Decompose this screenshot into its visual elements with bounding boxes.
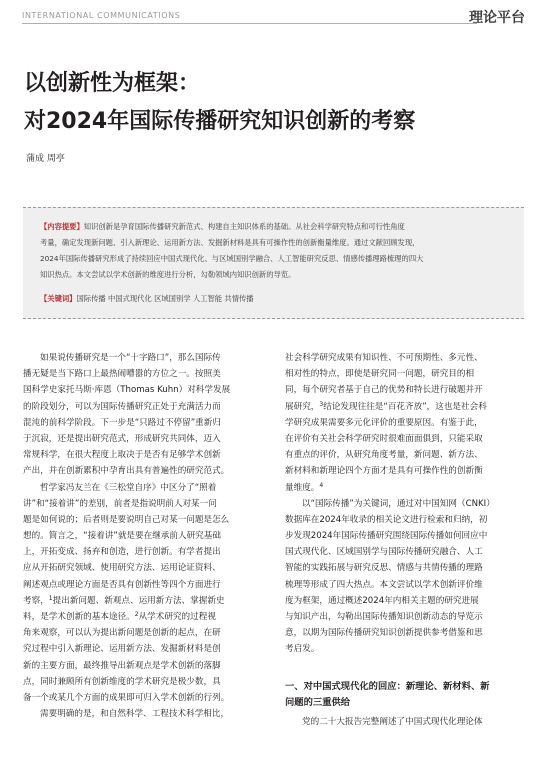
header-rule xyxy=(22,23,477,24)
body-line: 以“国际传播”为关键词，通过对中国知网（CNKI） xyxy=(302,498,495,509)
page-header xyxy=(22,7,525,31)
keywords-label: 【关键词】 xyxy=(40,294,77,303)
footnote-ref[interactable]: 4 xyxy=(319,481,324,489)
body-line: 相对性的特点，即使是研究同一问题，研究目的相 xyxy=(285,369,475,380)
body-line: 步发现2024年国际传播研究围绕国际传播如何回应中 xyxy=(285,531,488,542)
body-line: 党的二十大报告完整阐述了中国式现代化理论体 xyxy=(302,716,483,727)
body-text: 考察， xyxy=(23,595,49,606)
body-line: 社会科学研究成果有知识性、不可预期性、多元性、 xyxy=(285,353,483,363)
section-name: 理论平台 xyxy=(469,10,525,26)
footnote-ref[interactable]: 3 xyxy=(319,400,324,408)
body-line: 常规科学，在很大程度上取决于是否有足够学术创新 xyxy=(23,450,221,461)
body-line: 度为框架，通过概述2024年内相关主题的研究进展 xyxy=(285,595,479,606)
body-column-left xyxy=(23,350,269,722)
body-line xyxy=(285,480,525,496)
body-line xyxy=(23,593,269,609)
article-title-line-2: 对2024年国际传播研究知识创新的考察 xyxy=(24,109,416,134)
body-line: 需要明确的是，和自然科学、工程技术科学相比， xyxy=(40,709,230,720)
footnote-ref[interactable]: 2 xyxy=(134,611,139,618)
body-line: 有重点的评价，从研究角度考量，新问题、新方法、 xyxy=(285,450,483,461)
body-column-right xyxy=(285,350,525,730)
body-line: 学研究成果需要多元化评价的重要原因。有鉴于此， xyxy=(285,417,483,428)
body-line: 与知识产出，勾勒出国际传播知识创新动态的导览示 xyxy=(285,612,483,622)
body-text: 提出新问题、新观点、运用新方法、掌握新史 xyxy=(52,595,225,606)
article-title-line-1: 以创新性为框架： xyxy=(24,71,201,96)
abstract-label: 【内容提要】 xyxy=(40,222,84,231)
body-line: 于沉寂，还是提出研究范式，形成研究共同体，迈入 xyxy=(23,433,221,444)
body-line: 点，同时兼顾所有创新维度的学术研究是极少数，具 xyxy=(23,676,221,687)
body-line: 在评价有关社会科学研究时很难面面俱到，只能采取 xyxy=(285,433,483,444)
body-line: 角来观察，可以认为提出新问题是创新的起点，在研 xyxy=(23,628,221,639)
body-line: 播无疑是当下路口上最热闹嘈嚣的方位之一。按照美 xyxy=(23,369,221,380)
body-line: 讲”和“接着讲”的差别，前者是指说明前人对某一问 xyxy=(23,498,217,509)
body-line: 新的主要方面，最终推导出新观点是学术创新的落脚 xyxy=(23,660,221,671)
body-line: 混沌的前科学阶段。下一步是“只路过不停留”重新归 xyxy=(23,417,221,428)
body-line: 阐述观点或理论方面是否具有创新性等四个方面进行 xyxy=(23,579,221,590)
abstract-line: 考量，确定发现新问题、引入新理论、运用新方法、发掘新材料是具有可操作性的创新衡量维度。通过文献回顾发现， xyxy=(40,238,420,247)
body-line: 究过程中引入新理论、运用新方法、发掘新材料是创 xyxy=(23,644,221,655)
body-line: 国科学史家托马斯·库恩（Thomas Kuhn）对科学发展 xyxy=(23,385,231,396)
footnote-ref[interactable]: 1 xyxy=(48,594,53,602)
abstract-line: 知识创新是孕育国际传播研究新范式、构建自主知识体系的基础。从社会科学研究特点和可行性角度 xyxy=(83,222,405,231)
body-line: 如果说传播研究是一个“十字路口”，那么国际传 xyxy=(40,353,221,363)
body-line: 产出，并在创新累积中孕育出具有普遍性的研究范式。 xyxy=(23,466,230,477)
body-line: 新材料和新理论四个方面才是具有可操作性的创新衡 xyxy=(285,466,483,477)
section-heading-line: 一、对中国式现代化的回应：新理论、新材料、新 xyxy=(285,680,490,692)
abstract-line: 知识热点。本文尝试以学术创新的维度进行分析，勾勒领域内知识创新的导览。 xyxy=(40,270,296,279)
body-text: 从学术研究的过程视 xyxy=(138,612,216,622)
section-heading-line: 问题的三重供给 xyxy=(285,696,351,708)
body-line: 上，开拓变成、扬弃和创造，进行创新。有学者提出 xyxy=(23,547,221,558)
body-line: 想的。简言之，“接着讲”就是要在继承前人研究基础 xyxy=(23,531,221,542)
body-line: 智能的实践拓展与研究反思、情感与共情传播的理路 xyxy=(285,563,483,574)
journal-name: INTERNATIONAL COMMUNICATIONS xyxy=(22,11,181,20)
body-text: 量维度。 xyxy=(285,482,320,493)
body-line: 考启发。 xyxy=(285,644,320,655)
body-line xyxy=(23,609,269,625)
body-line xyxy=(285,399,525,415)
section-heading xyxy=(285,678,525,710)
body-line: 哲学家冯友兰在《三松堂自序》中区分了“照着 xyxy=(40,482,217,493)
body-line: 梳理等形成了四大热点。本文尝试以学术创新评价维 xyxy=(285,579,483,590)
abstract-line: 2024年国际传播研究形成了持续回应中国式现代化、与区域国别学融合、人工智能研究反思、情感传播理路梳理的四大 xyxy=(40,254,424,263)
body-text: 结论发现往往是“百花齐放”，这也是社会科 xyxy=(323,401,487,412)
keywords-text: 国际传播 中国式现代化 区域国别学 人工智能 共情传播 xyxy=(76,294,254,303)
body-text: 料，是学术创新的基本途径。 xyxy=(23,612,135,622)
body-line: 同，每个研究者基于自己的优势和特长进行破题并开 xyxy=(285,385,483,396)
body-text: 展研究， xyxy=(285,401,320,412)
authors: 蒲成 周亭 xyxy=(26,154,65,164)
body-line: 国式现代化、区域国别学与国际传播研究融合、人工 xyxy=(285,547,483,558)
body-line: 意，以期为国际传播研究知识创新提供参考借鉴和思 xyxy=(285,628,483,639)
abstract-text xyxy=(40,219,510,283)
keywords xyxy=(40,294,254,304)
body-line: 题是如何说的；后者则是要说明自己对某一问题是怎么 xyxy=(23,514,230,525)
body-line: 备一个或某几个方面的成果即可归入学术创新的行列。 xyxy=(23,692,230,703)
body-line: 的阶段划分，可以为国际传播研究正处于充满活力而 xyxy=(23,401,221,412)
body-line: 数据库在2024年收录的相关论文进行检索和归纳，初 xyxy=(285,514,488,525)
abstract-box xyxy=(23,207,524,319)
body-line: 应从开拓研究领域、使用研究方法、运用论证资料、 xyxy=(23,563,221,574)
